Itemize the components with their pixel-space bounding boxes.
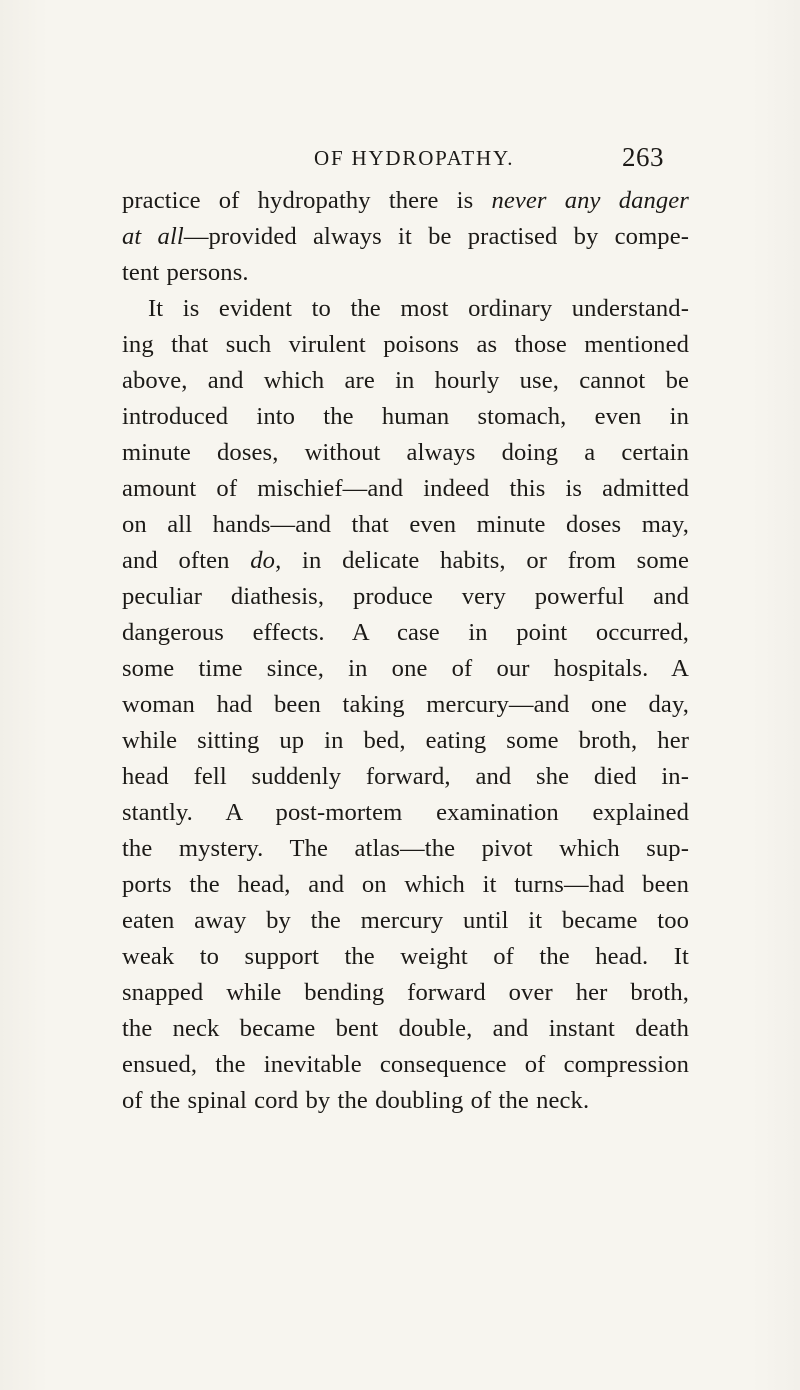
text-line [122, 903, 689, 939]
text-segment: practice of hydropathy there is [122, 187, 492, 214]
text-line [122, 939, 689, 975]
paragraph [122, 291, 689, 1119]
text-segment: on all hands—and that even minute doses may, [122, 511, 689, 538]
text-line [122, 255, 689, 291]
text-segment: dangerous effects. A case in point occurred, [122, 619, 689, 646]
text-segment: woman had been taking mercury—and one day, [122, 691, 689, 718]
text-line [122, 435, 689, 471]
text-line [122, 507, 689, 543]
text-segment: above, and which are in hourly use, cannot be [122, 367, 689, 394]
text-segment: of the spinal cord by the doubling of the neck. [122, 1087, 590, 1114]
text-segment: the mystery. The atlas—the pivot which sup- [122, 835, 689, 862]
text-segment: introduced into the human stomach, even in [122, 403, 689, 430]
text-segment: tent persons. [122, 259, 249, 286]
text-segment: ing that such virulent poisons as those mentioned [122, 331, 689, 358]
text-segment: the neck became bent double, and instant death [122, 1015, 689, 1042]
text-line [122, 291, 689, 327]
text-line [122, 1011, 689, 1047]
text-segment: weak to support the weight of the head. It [122, 943, 689, 970]
text-segment: in delicate habits, or from some [281, 547, 689, 574]
text-segment: eaten away by the mercury until it became too [122, 907, 689, 934]
text-line [122, 615, 689, 651]
text-line [122, 1083, 689, 1119]
text-segment: amount of mischief—and indeed this is admitted [122, 475, 689, 502]
running-head: OF HYDROPATHY. [314, 146, 515, 170]
text-segment: It is evident to the most ordinary understand- [148, 295, 689, 322]
text-segment: while sitting up in bed, eating some broth, her [122, 727, 689, 754]
text-line [122, 183, 689, 219]
text-segment: ensued, the inevitable consequence of compression [122, 1051, 689, 1078]
text-line [122, 363, 689, 399]
text-line [122, 651, 689, 687]
text-line [122, 795, 689, 831]
text-segment: peculiar diathesis, produce very powerful and [122, 583, 689, 610]
text-segment: some time since, in one of our hospitals. A [122, 655, 689, 682]
text-line [122, 579, 689, 615]
text-line [122, 975, 689, 1011]
page-number: 263 [622, 142, 664, 172]
paragraph [122, 183, 689, 291]
text-segment: snapped while bending forward over her broth, [122, 979, 689, 1006]
text-segment: head fell suddenly forward, and she died in- [122, 763, 689, 790]
text-line [122, 831, 689, 867]
page-header [0, 144, 800, 176]
text-segment: minute doses, without always doing a certain [122, 439, 689, 466]
text-line [122, 759, 689, 795]
text-segment: —provided always it be practised by compe- [183, 223, 689, 250]
body-text [122, 183, 689, 1119]
text-line [122, 399, 689, 435]
text-segment: stantly. A post-mortem examination explained [122, 799, 689, 826]
text-line [122, 723, 689, 759]
text-line [122, 219, 689, 255]
text-segment: do, [250, 547, 282, 574]
text-line [122, 543, 689, 579]
text-segment: at all [122, 223, 184, 250]
text-line [122, 867, 689, 903]
text-segment: ports the head, and on which it turns—had been [122, 871, 689, 898]
text-line [122, 1047, 689, 1083]
text-line [122, 687, 689, 723]
text-segment: and often [122, 547, 251, 574]
text-line [122, 327, 689, 363]
text-segment: never any danger [491, 187, 689, 214]
text-line [122, 471, 689, 507]
